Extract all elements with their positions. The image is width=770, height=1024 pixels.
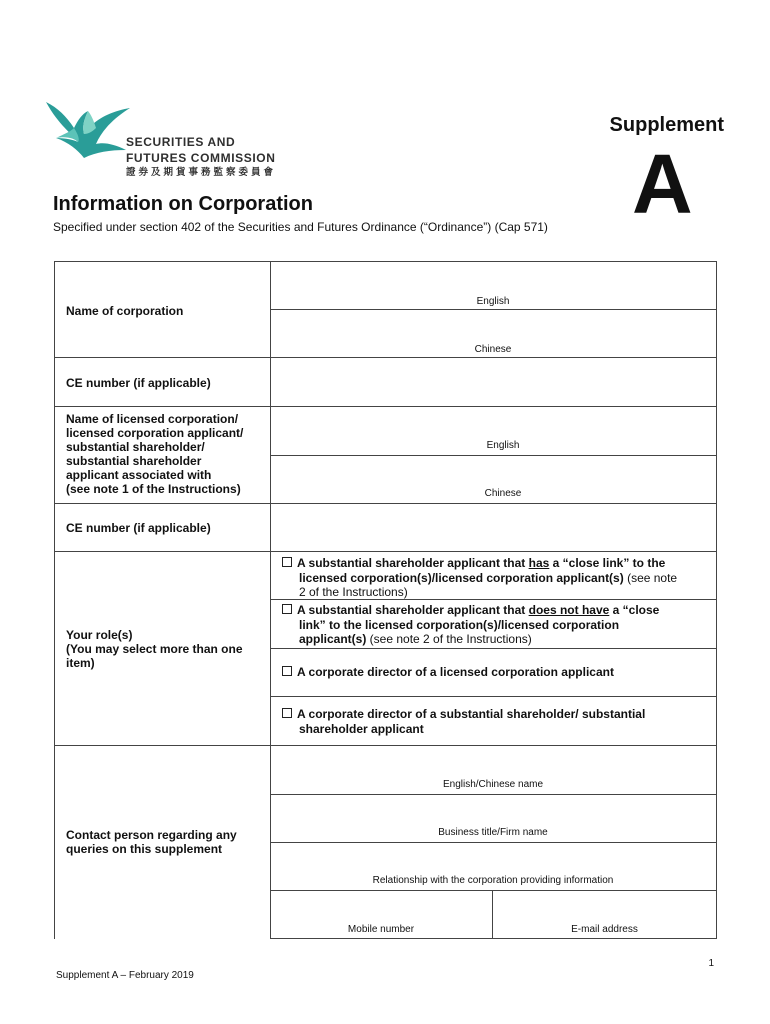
contact-name-hint: English/Chinese name (442, 779, 544, 790)
name-english-field[interactable] (271, 262, 715, 308)
role-option-corporate-director-licensed[interactable] (282, 665, 708, 680)
row-divider (270, 599, 716, 600)
roles-label (66, 628, 243, 670)
option-text: A corporate director of a licensed corporation applicant (297, 665, 614, 679)
footer-text: Supplement A – February 2019 (56, 970, 194, 981)
org-name-line2: FUTURES COMMISSION (126, 151, 276, 165)
relationship-hint: Relationship with the corporation providing information (372, 875, 614, 886)
option-text: a “close link” to the (549, 556, 666, 570)
ce-number-label-2: CE number (if applicable) (66, 521, 211, 535)
licensed-chinese-hint: Chinese (484, 488, 522, 499)
sfc-logo (44, 98, 284, 178)
role-option-corporate-director-shareholder[interactable] (282, 707, 708, 736)
licensed-chinese-field[interactable] (271, 456, 715, 502)
contact-name-field[interactable] (271, 746, 715, 793)
label-line: item) (66, 656, 95, 670)
label-line: substantial shareholder/ (66, 440, 205, 454)
name-of-corporation-label: Name of corporation (66, 304, 184, 318)
label-line: Contact person regarding any (66, 828, 237, 842)
option-note: 2 of the Instructions) (299, 585, 408, 599)
name-chinese-field[interactable] (271, 310, 715, 356)
label-line: (You may select more than one (66, 642, 243, 656)
org-name-chinese: 證券及期貨事務監察委員會 (126, 167, 277, 178)
label-line: licensed corporation applicant/ (66, 426, 244, 440)
option-text: licensed corporation(s)/licensed corporation applicant(s) (299, 570, 624, 585)
option-text: a “close (609, 603, 660, 617)
org-name-line1: SECURITIES AND (126, 135, 236, 149)
label-line: Your role(s) (66, 628, 133, 642)
ce-number-label: CE number (if applicable) (66, 376, 211, 390)
page-number: 1 (708, 958, 714, 969)
business-title-hint: Business title/Firm name (438, 827, 548, 838)
role-option-has-close-link[interactable] (282, 556, 708, 600)
option-emphasis: has (528, 556, 550, 570)
supplement-label: Supplement (609, 114, 724, 136)
licensed-english-hint: English (486, 440, 520, 451)
ce-number-field[interactable] (271, 358, 715, 405)
label-line: substantial shareholder (66, 454, 202, 468)
option-text: A corporate director of a substantial shareholder/ substantial (297, 707, 646, 721)
licensed-english-field[interactable] (271, 407, 715, 454)
option-emphasis: does not have (528, 603, 610, 617)
mobile-field[interactable] (271, 891, 491, 938)
contact-person-label (66, 828, 237, 856)
label-line: Name of licensed corporation/ (66, 412, 239, 426)
row-divider (54, 551, 716, 552)
form-left-border (54, 261, 55, 939)
supplement-letter: A (632, 137, 693, 231)
licensed-corporation-label (66, 412, 243, 496)
checkbox-icon[interactable] (282, 557, 292, 567)
option-text: applicant(s) (299, 632, 367, 646)
option-note: (see note 2 of the Instructions) (366, 632, 532, 646)
business-title-field[interactable] (271, 795, 715, 841)
option-note: (see note (623, 570, 678, 585)
relationship-field[interactable] (271, 843, 715, 889)
ce-number-field-2[interactable] (271, 504, 715, 551)
name-chinese-hint: Chinese (474, 344, 512, 355)
option-text: A substantial shareholder applicant that (297, 556, 529, 570)
row-divider (270, 696, 716, 697)
form-bottom-border (270, 938, 716, 939)
eagle-logo-icon (44, 98, 136, 162)
page-title: Information on Corporation (53, 193, 313, 215)
name-english-hint: English (476, 296, 510, 307)
option-text: A substantial shareholder applicant that (297, 603, 529, 617)
checkbox-icon[interactable] (282, 708, 292, 718)
email-hint: E-mail address (571, 924, 638, 935)
checkbox-icon[interactable] (282, 604, 292, 614)
row-divider (270, 648, 716, 649)
email-field[interactable] (494, 891, 715, 938)
label-line: applicant associated with (66, 468, 212, 482)
role-option-no-close-link[interactable] (282, 603, 708, 647)
checkbox-icon[interactable] (282, 666, 292, 676)
option-text: link” to the licensed corporation(s)/licensed corporation (299, 617, 620, 632)
page-subtitle: Specified under section 402 of the Securities and Futures Ordinance (“Ordinance”) (Cap 571) (53, 220, 548, 234)
option-text: shareholder applicant (299, 721, 424, 736)
label-line: (see note 1 of the Instructions) (66, 482, 241, 496)
org-name (126, 134, 275, 166)
mobile-hint: Mobile number (347, 924, 415, 935)
corporation-form (54, 261, 717, 939)
label-line: queries on this supplement (66, 842, 223, 856)
